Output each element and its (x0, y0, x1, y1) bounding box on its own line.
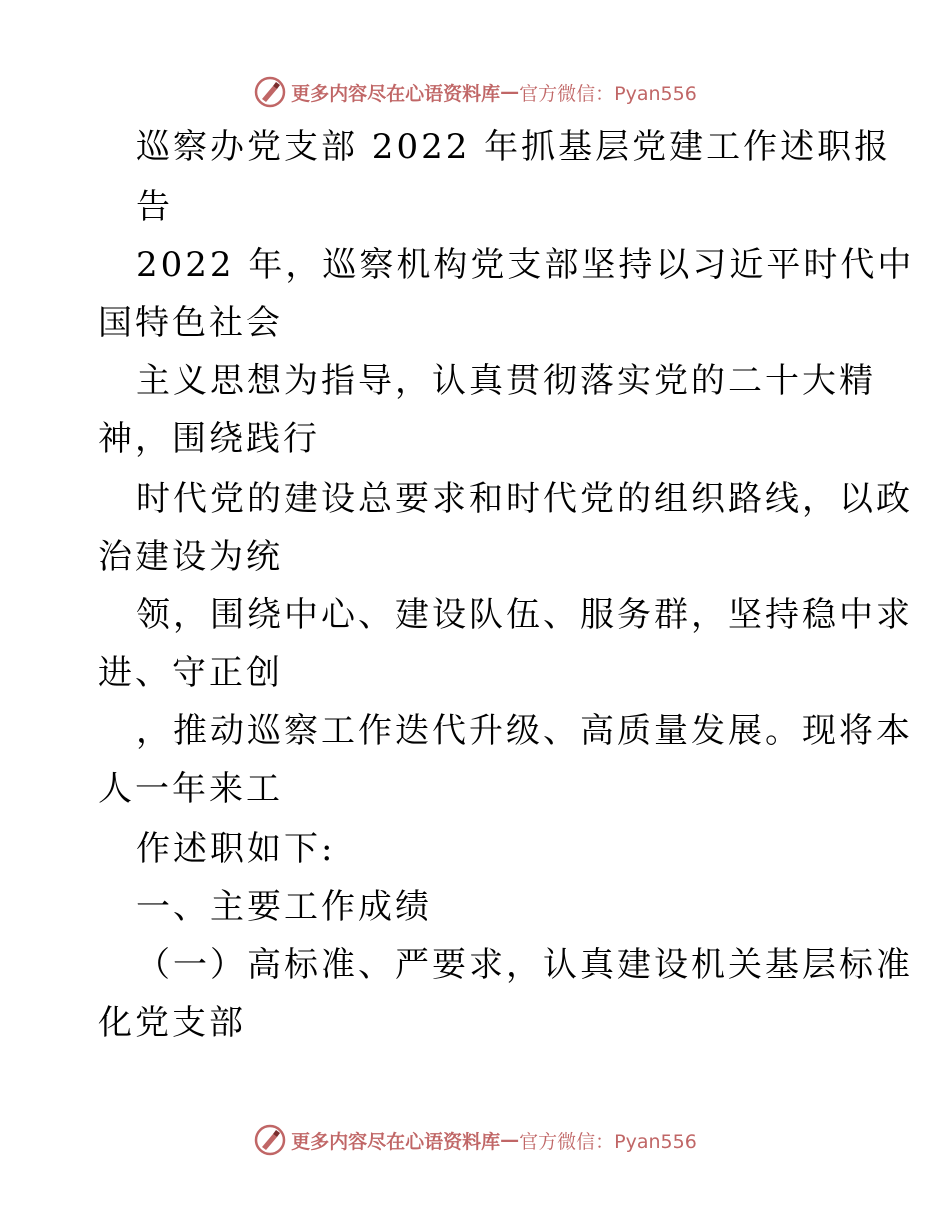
watermark-footer (0, 1120, 950, 1160)
paragraph-line: 人一年来工 (98, 769, 283, 809)
watermark-wechat: 官方微信：Pyan556 (519, 1130, 697, 1153)
title-line-1: 巡察办党支部 2022 年抓基层党建工作述职报 (136, 127, 892, 167)
paragraph-line: 神，围绕践行 (98, 419, 320, 459)
watermark-text: 更多内容尽在心语资料库 (291, 1130, 501, 1153)
subsection-heading-line-1: （一）高标准、严要求，认真建设机关基层标准 (136, 945, 913, 985)
section-heading: 一、主要工作成绩 (136, 887, 432, 927)
paragraph-line: 作述职如下: (136, 829, 336, 869)
watermark-separator: — (500, 1129, 520, 1151)
watermark-text: 更多内容尽在心语资料库 (291, 82, 501, 105)
paragraph-line: 时代党的建设总要求和时代党的组织路线，以政 (136, 479, 913, 519)
paragraph-line: 进、守正创 (98, 653, 283, 693)
title-line-2: 告 (136, 187, 173, 227)
paragraph-line: ，推动巡察工作迭代升级、高质量发展。现将本 (136, 711, 913, 751)
paragraph-line: 国特色社会 (98, 303, 283, 343)
paragraph-line: 2022 年，巡察机构党支部坚持以习近平时代中 (136, 245, 915, 285)
paragraph-line: 领，围绕中心、建设队伍、服务群，坚持稳中求 (136, 595, 913, 635)
watermark-wechat: 官方微信：Pyan556 (519, 82, 697, 105)
fountain-pen-logo-icon (253, 75, 287, 109)
paragraph-line: 主义思想为指导，认真贯彻落实党的二十大精 (136, 361, 876, 401)
subsection-heading-line-2: 化党支部 (98, 1003, 246, 1043)
fountain-pen-logo-icon (253, 1123, 287, 1157)
paragraph-line: 治建设为统 (98, 537, 283, 577)
watermark-separator: — (500, 81, 520, 103)
watermark-header (0, 72, 950, 112)
